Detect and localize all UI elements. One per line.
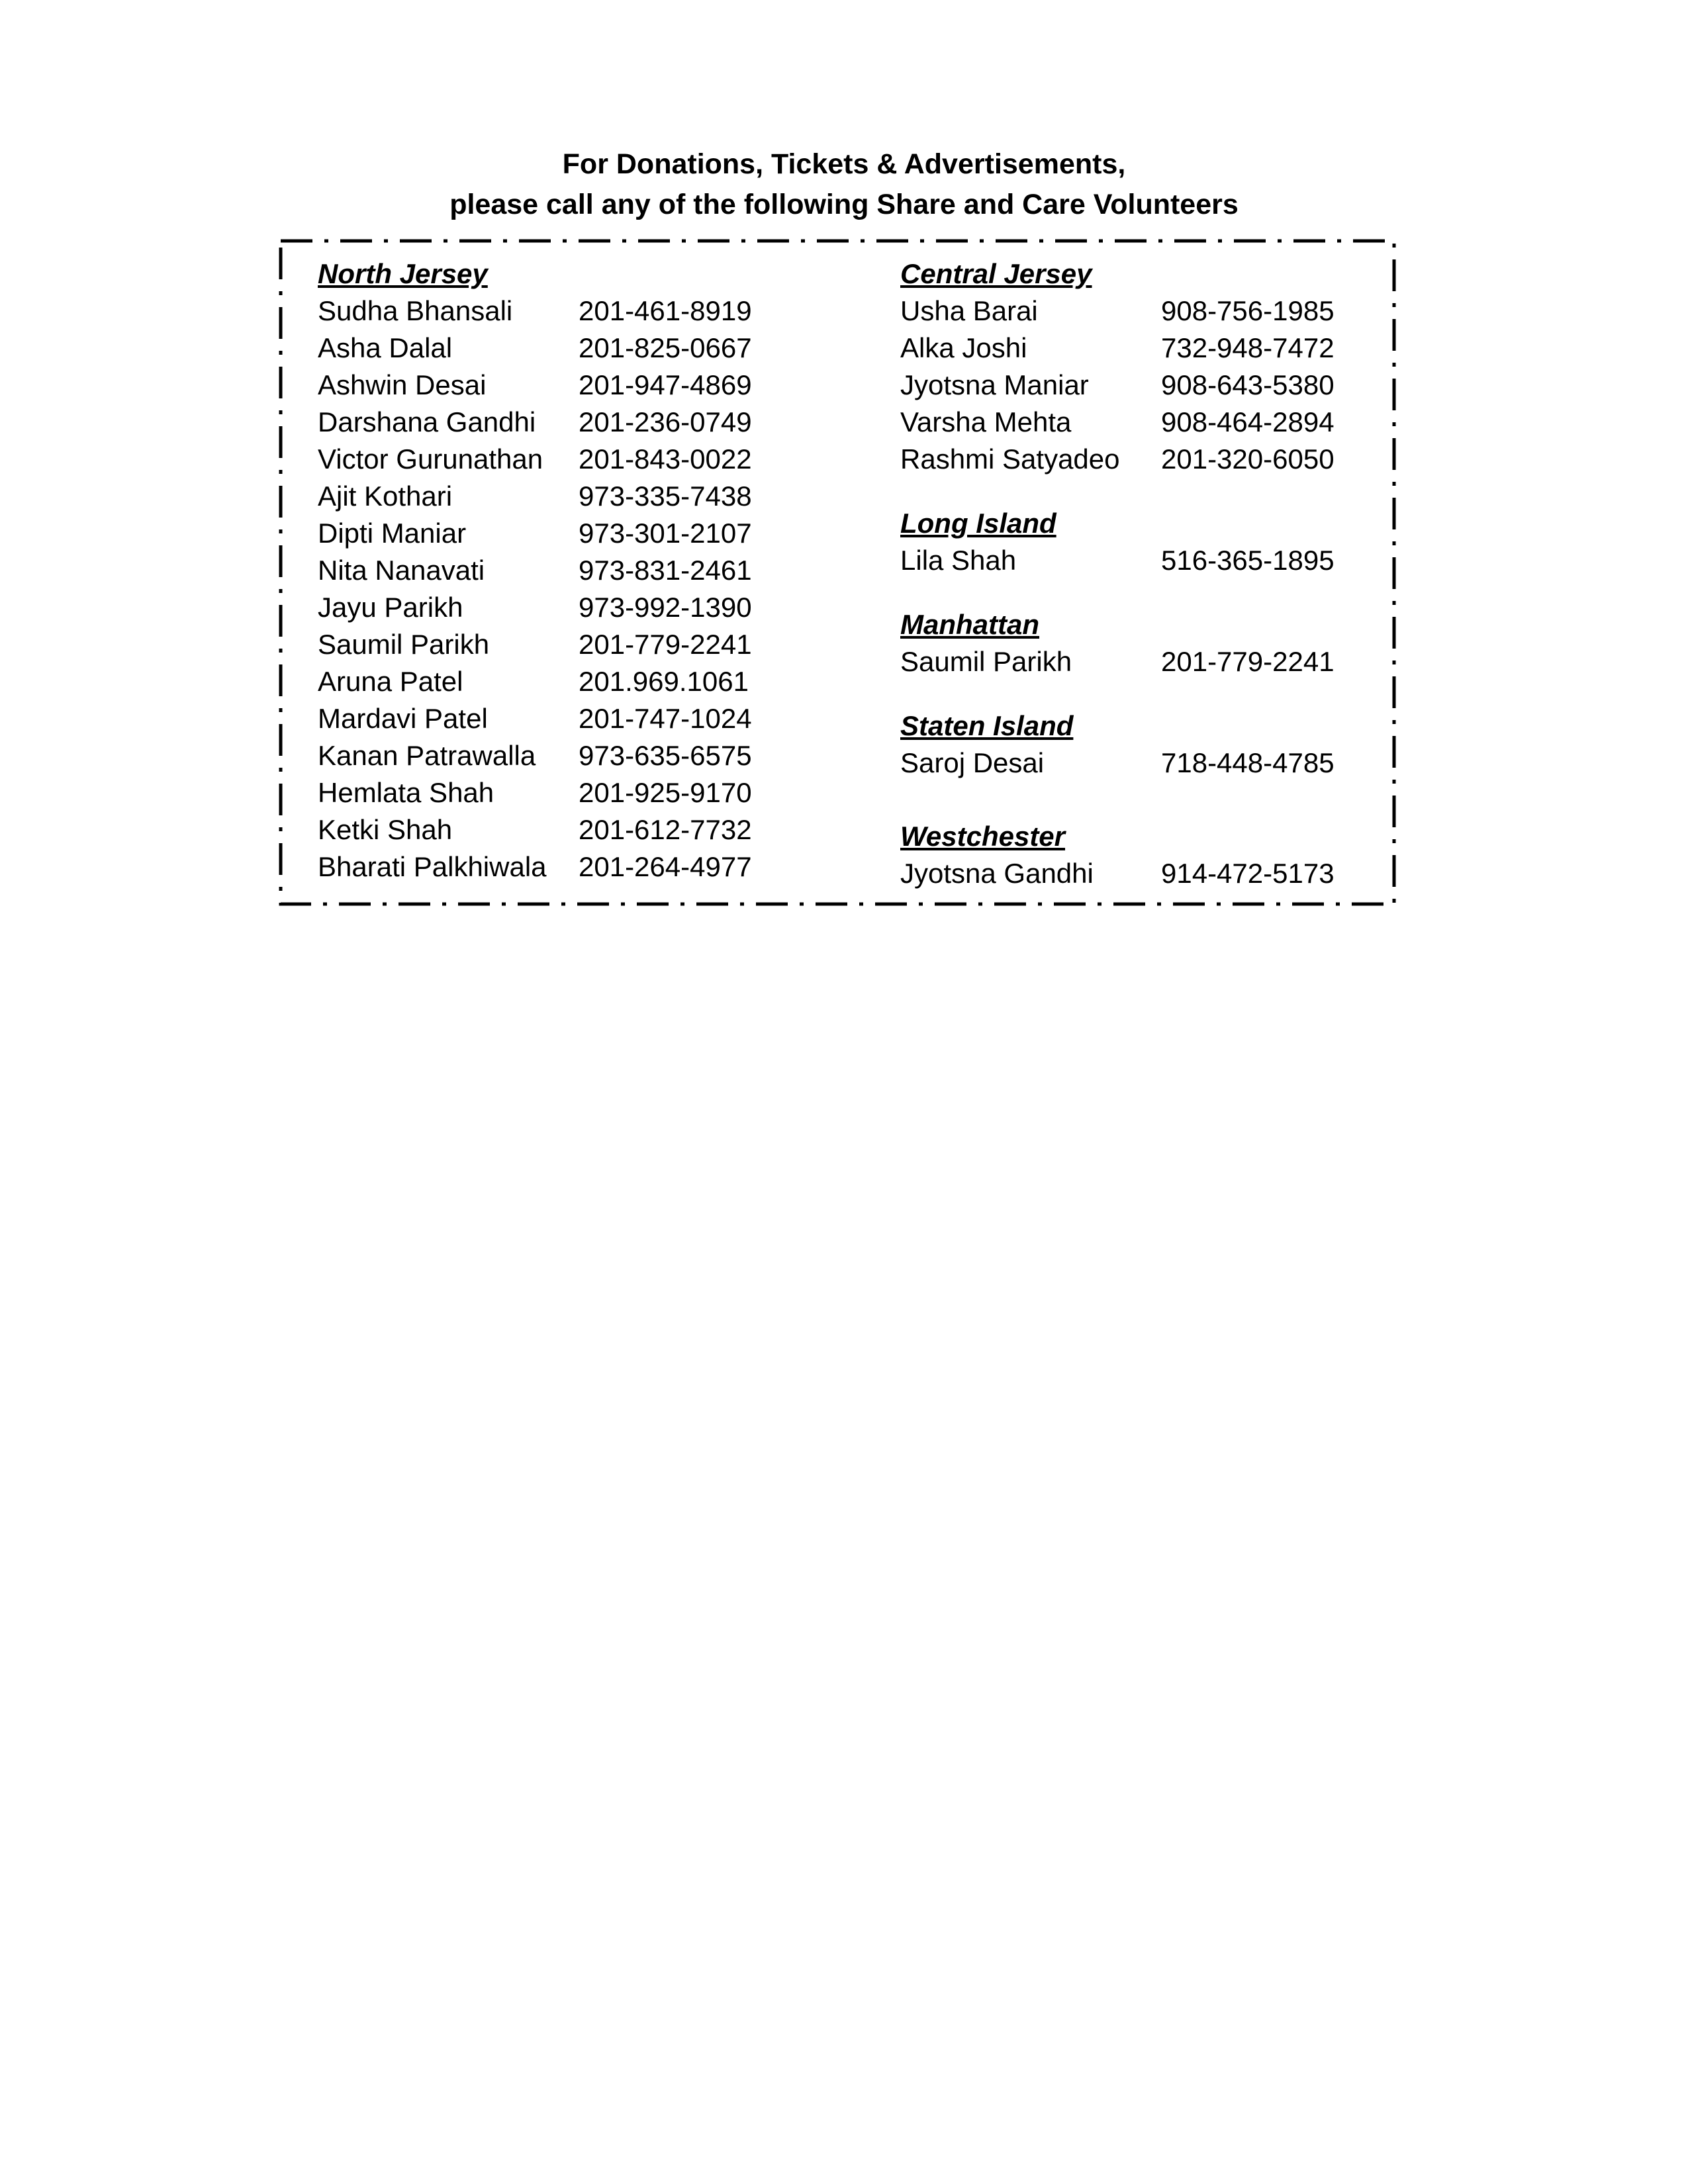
central-jersey-section [900, 255, 1335, 478]
contact-phone: 201-779-2241 [1161, 646, 1335, 677]
contact-name: Alka Joshi [900, 332, 1027, 363]
contact-row [318, 478, 752, 515]
contact-phone: 201-612-7732 [579, 814, 752, 845]
contact-row [900, 855, 1335, 892]
contact-phone: 973-992-1390 [579, 592, 752, 623]
contact-name: Aruna Patel [318, 666, 463, 697]
contact-name: Usha Barai [900, 295, 1038, 326]
section-spacer [900, 782, 1092, 818]
contact-phone: 718-448-4785 [1161, 747, 1335, 778]
staten-island-section [900, 707, 1335, 782]
contact-phone: 908-756-1985 [1161, 295, 1335, 326]
contact-row [318, 700, 752, 737]
contact-name: Jayu Parikh [318, 592, 463, 623]
contact-phone: 201-264-4977 [579, 851, 752, 882]
contact-row [900, 542, 1335, 579]
contact-phone: 201.969.1061 [579, 666, 749, 697]
north-jersey-section [318, 255, 752, 886]
contact-row [318, 626, 752, 663]
section-spacer [900, 579, 1092, 606]
contact-phone: 201-320-6050 [1161, 443, 1335, 475]
contact-phone: 201-747-1024 [579, 703, 752, 734]
westchester-section [900, 818, 1335, 892]
contact-phone: 516-365-1895 [1161, 545, 1335, 576]
contact-name: Sudha Bhansali [318, 295, 513, 326]
contact-name: Lila Shah [900, 545, 1017, 576]
contact-name: Saumil Parikh [900, 646, 1072, 677]
contact-row [900, 367, 1335, 404]
contact-name: Saroj Desai [900, 747, 1045, 778]
contact-row [900, 404, 1335, 441]
contact-phone: 973-635-6575 [579, 740, 752, 771]
contact-row [900, 745, 1335, 782]
contact-row [318, 589, 752, 626]
long-island-title: Long Island [900, 508, 1056, 539]
north-jersey-title: North Jersey [318, 258, 488, 289]
contact-row [318, 330, 752, 367]
contact-phone: 201-236-0749 [579, 406, 752, 437]
contact-name: Kanan Patrawalla [318, 740, 536, 771]
contact-name: Rashmi Satyadeo [900, 443, 1120, 475]
long-island-section [900, 505, 1335, 579]
contact-row [318, 404, 752, 441]
manhattan-section [900, 606, 1335, 680]
contact-name: Varsha Mehta [900, 406, 1072, 437]
contact-row [318, 552, 752, 589]
contact-row [318, 848, 752, 886]
contact-name: Ajit Kothari [318, 480, 453, 512]
contact-phone: 201-925-9170 [579, 777, 752, 808]
contact-row [318, 515, 752, 552]
contact-row [900, 441, 1335, 478]
contact-row [318, 737, 752, 774]
westchester-title: Westchester [900, 821, 1066, 852]
contact-phone: 201-947-4869 [579, 369, 752, 400]
contact-name: Saumil Parikh [318, 629, 490, 660]
contact-name: Bharati Palkhiwala [318, 851, 547, 882]
contact-row [318, 774, 752, 811]
contact-phone: 732-948-7472 [1161, 332, 1335, 363]
contact-name: Nita Nanavati [318, 555, 485, 586]
contact-phone: 201-461-8919 [579, 295, 752, 326]
contact-row [900, 293, 1335, 330]
contact-name: Darshana Gandhi [318, 406, 536, 437]
contact-name: Mardavi Patel [318, 703, 488, 734]
contact-phone: 908-464-2894 [1161, 406, 1335, 437]
contact-row [318, 293, 752, 330]
right-column [900, 255, 1335, 892]
contact-name: Hemlata Shah [318, 777, 494, 808]
contact-name: Ketki Shah [318, 814, 453, 845]
contact-phone: 201-779-2241 [579, 629, 752, 660]
contact-name: Jyotsna Maniar [900, 369, 1089, 400]
manhattan-title: Manhattan [900, 609, 1039, 640]
contact-name: Ashwin Desai [318, 369, 487, 400]
contact-row [318, 811, 752, 848]
section-spacer [900, 478, 1092, 505]
contact-phone: 908-643-5380 [1161, 369, 1335, 400]
contact-row [900, 330, 1335, 367]
contact-phone: 973-335-7438 [579, 480, 752, 512]
contact-phone: 973-831-2461 [579, 555, 752, 586]
staten-island-title: Staten Island [900, 710, 1074, 741]
contact-name: Dipti Maniar [318, 518, 467, 549]
contact-row [318, 663, 749, 700]
contact-phone: 973-301-2107 [579, 518, 752, 549]
contact-phone: 201-825-0667 [579, 332, 752, 363]
contact-name: Asha Dalal [318, 332, 453, 363]
contact-row [318, 367, 752, 404]
heading-line-2: please call any of the following Share and Care Volunteers [449, 189, 1239, 220]
central-jersey-title: Central Jersey [900, 258, 1092, 289]
section-spacer [900, 680, 1092, 707]
contact-name: Jyotsna Gandhi [900, 858, 1094, 889]
contact-row [318, 441, 752, 478]
contact-phone: 201-843-0022 [579, 443, 752, 475]
contact-phone: 914-472-5173 [1161, 858, 1335, 889]
heading-line-1: For Donations, Tickets & Advertisements, [562, 148, 1126, 180]
contact-name: Victor Gurunathan [318, 443, 543, 475]
contact-row [900, 643, 1335, 680]
